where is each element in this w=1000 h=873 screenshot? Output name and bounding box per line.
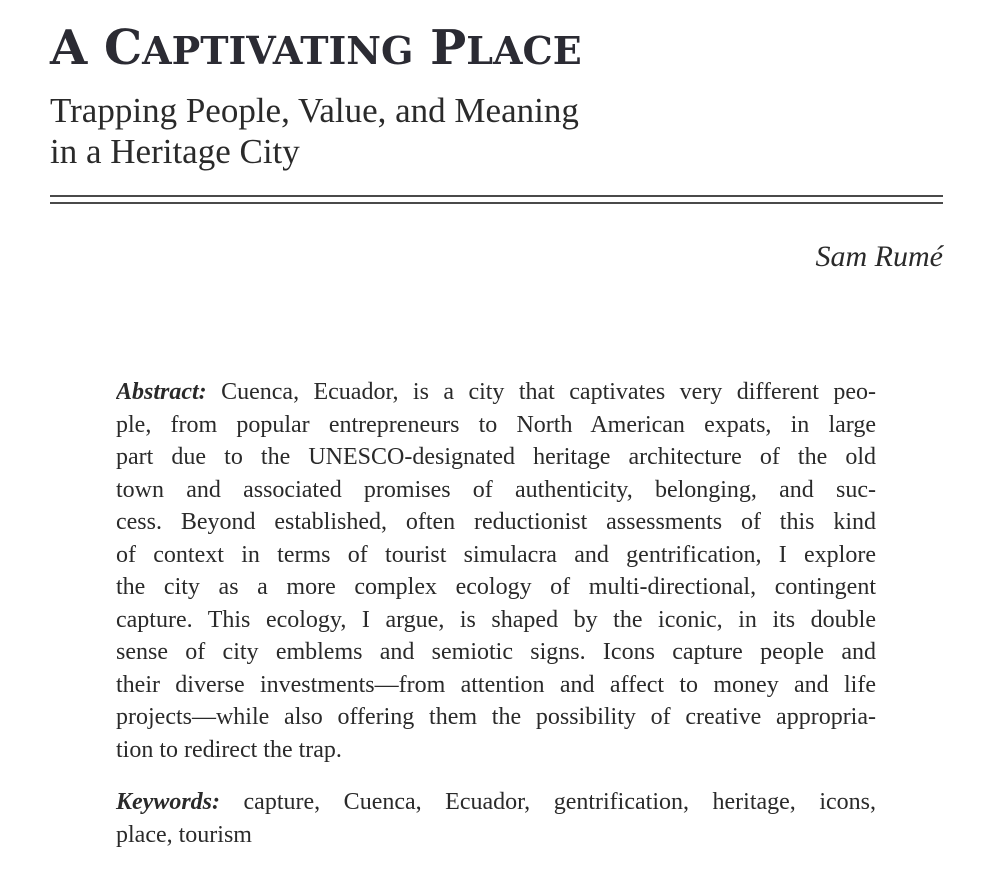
keywords-label: Keywords:: [116, 789, 220, 815]
abstract-line: the city as a more complex ecology of multi-directional, contingent: [116, 574, 876, 600]
title-initial-a: A: [50, 20, 88, 76]
title-rule-lower: [50, 202, 943, 204]
keywords: [116, 786, 876, 851]
article-subtitle: [50, 90, 670, 172]
abstract-line: tion to redirect the trap.: [116, 736, 342, 763]
keywords-line: place, tourism: [116, 821, 252, 848]
abstract-line: part due to the UNESCO-designated heritage architecture of the old: [116, 444, 876, 470]
abstract-line: their diverse investments—from attention and affect to money and life: [116, 671, 876, 698]
abstract-line: Abstract: Cuenca, Ecuador, is a city that captivates very different peo-: [116, 379, 876, 405]
abstract-line: ple, from popular entrepreneurs to North American expats, in large: [116, 411, 876, 438]
abstract-label: Abstract:: [116, 379, 207, 405]
title-smallcaps-aptivating: APTIVATING: [142, 28, 414, 73]
subtitle-line-2: in a Heritage City: [50, 132, 300, 171]
subtitle-line-1: Trapping People, Value, and Meaning: [50, 91, 579, 130]
abstract-line: cess. Beyond established, often reductionist assessments of this kind: [116, 509, 876, 535]
title-smallcaps-lace: LACE: [466, 28, 582, 73]
title-initial-c: C: [87, 20, 143, 76]
abstract-line: of context in terms of tourist simulacra and gentrification, I explore: [116, 541, 876, 568]
title-initial-p: P: [413, 20, 467, 76]
abstract-line: town and associated promises of authenticity, belonging, and suc-: [116, 476, 876, 503]
abstract-line: projects—while also offering them the possibility of creative appropria-: [116, 704, 876, 730]
abstract-line: capture. This ecology, I argue, is shaped by the iconic, in its double: [116, 606, 876, 633]
abstract: [116, 376, 876, 766]
abstract-line: sense of city emblems and semiotic signs. Icons capture people and: [116, 639, 876, 665]
keywords-line: Keywords: capture, Cuenca, Ecuador, gentrification, heritage, icons,: [116, 789, 876, 815]
title-rule-upper: [50, 195, 943, 197]
article-title: [50, 20, 582, 76]
author-name: Sam Rumé: [815, 240, 943, 273]
